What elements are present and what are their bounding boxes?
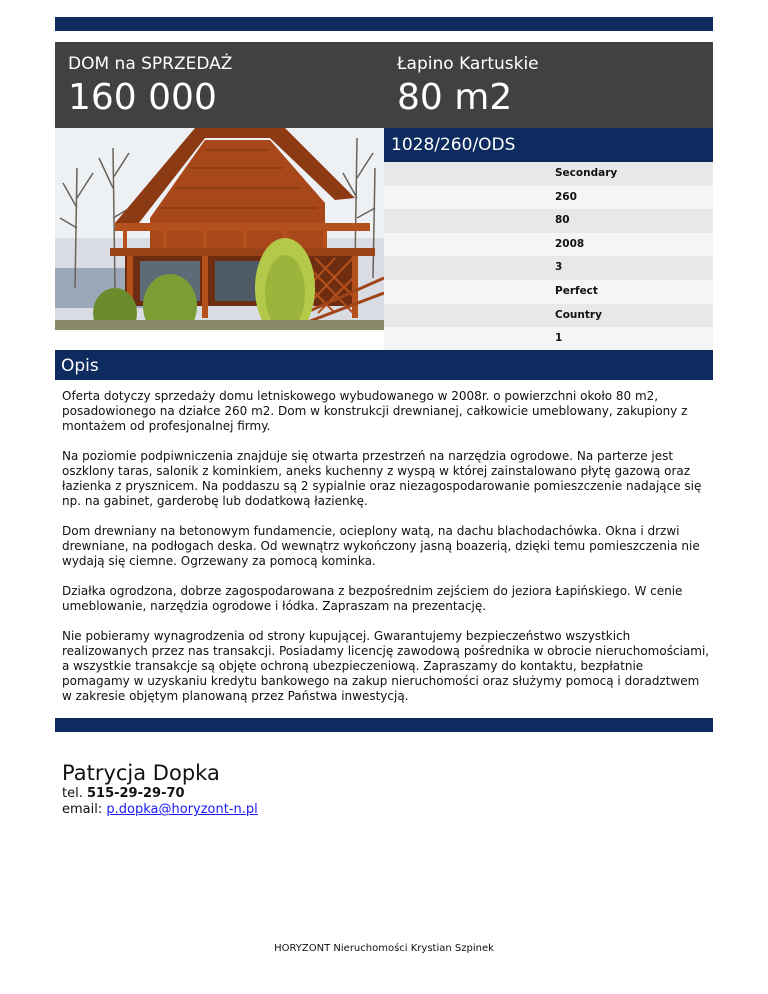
price-value: 160 000 bbox=[68, 77, 217, 118]
description-paragraph: Oferta dotyczy sprzedaży domu letniskowego wybudowanego w 2008r. o powierzchni około 80 m2, posadowionego na działce 260 m2. Dom w konstrukcji drewnianej, całkowicie umeblowany, zakupiony z montażem od profesjonalnej firmy. bbox=[62, 389, 688, 433]
spec-row-market: Secondary bbox=[384, 162, 713, 186]
email-label: email: bbox=[62, 802, 103, 817]
spec-row-condition: Perfect bbox=[384, 280, 713, 304]
property-type-label: DOM na SPRZEDAŻ bbox=[68, 54, 233, 74]
phone-number: 515-29-29-70 bbox=[86, 786, 185, 801]
description-paragraph: Działka ogrodzona, dobrze zagospodarowana z bezpośrednim zejściem do jeziora Łapińskiego. W cenie umeblowanie, narzędzia ogrodowe i łódka. Zapraszam na prezentację. bbox=[62, 584, 683, 613]
area-value: 80 m2 bbox=[397, 77, 513, 118]
listing-header bbox=[55, 42, 713, 128]
description-paragraph: Na poziomie podpiwniczenia znajduje się otwarta przestrzeń na narzędzia ogrodowe. Na parterze jest oszklony taras, salonik z kominkiem, aneks kuchenny z wyspą w której zainstalowano płytę gazową oraz łazienka z prysznicem. Na poddaszu są 2 sypialnie oraz niezagospodarowanie pomieszczenie nadające się np. na gabinet, garderobę lub dodatkową łazienkę. bbox=[62, 449, 702, 508]
email-link[interactable]: p.dopka@horyzont-n.pl bbox=[106, 802, 258, 817]
spec-row-area: 80 bbox=[384, 209, 713, 233]
footer-company: HORYZONT Nieruchomości Krystian Szpinek bbox=[274, 943, 494, 954]
description-paragraph: Dom drewniany na betonowym fundamencie, ocieplony watą, na dachu blachodachówka. Okna i drzwi drewniane, na podłogach deska. Od wewnątrz wykończony jasną boazerią, dzięki temu pomieszczenia nie wydają się ciemne. Ogrzewany za pomocą kominka. bbox=[62, 524, 700, 568]
description-body bbox=[62, 389, 710, 719]
spec-row-location-type: Country bbox=[384, 304, 713, 328]
agent-contact bbox=[62, 760, 258, 818]
spec-row-rooms: 3 bbox=[384, 256, 713, 280]
description-paragraph: Nie pobieramy wynagrodzenia od strony kupującej. Gwarantujemy bezpieczeństwo wszystkich realizowanych przez nas transakcji. Posiadamy licencję zawodową pośrednika w obrocie nieruchomościami, a wszystkie transakcje są objęte ochroną ubezpieczeniową. Zapraszamy do kontaktu, bezpłatnie pomagamy w uzyskaniu kredytu bankowego na zakup nieruchomości oraz służymy pomocą i doradztwem w zakresie objętym planowaną przez Państwa inwestycją. bbox=[62, 629, 710, 703]
agent-phone-line bbox=[62, 786, 258, 802]
spec-row-plot-area: 260 bbox=[384, 186, 713, 210]
description-heading: Opis bbox=[55, 350, 713, 380]
header-left bbox=[68, 54, 232, 120]
spec-table bbox=[384, 162, 713, 351]
agent-name: Patrycja Dopka bbox=[62, 761, 220, 785]
listing-reference: 1028/260/ODS bbox=[384, 128, 713, 162]
header-right bbox=[397, 54, 539, 120]
divider-bar bbox=[55, 718, 713, 732]
location-label: Łapino Kartuskie bbox=[397, 54, 539, 74]
spec-row-floors: 1 bbox=[384, 327, 713, 351]
phone-label: tel. bbox=[62, 786, 83, 801]
house-photo bbox=[55, 128, 384, 330]
spec-row-year: 2008 bbox=[384, 233, 713, 257]
agent-email-line bbox=[62, 802, 258, 818]
top-banner-bar bbox=[55, 17, 713, 31]
